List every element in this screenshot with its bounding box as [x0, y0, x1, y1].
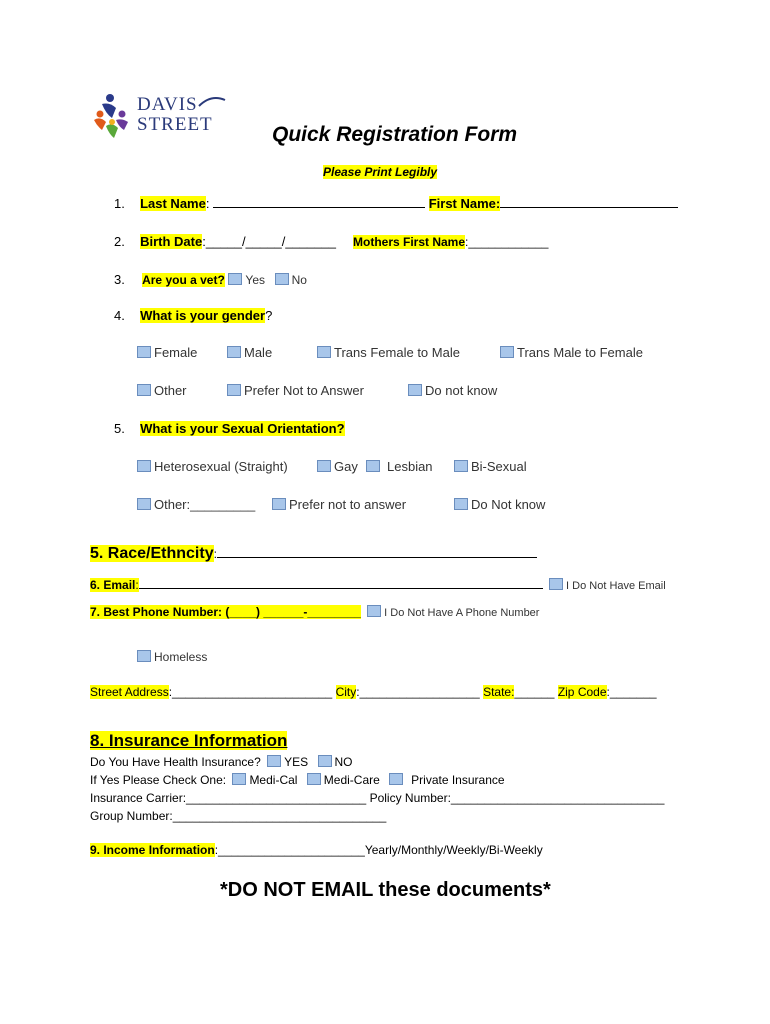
logo-swoosh-icon: [197, 94, 227, 114]
orientation-option-prefer-not[interactable]: [272, 497, 406, 512]
gender-prefer-not-label: Prefer Not to Answer: [244, 383, 364, 398]
first-name-field[interactable]: [500, 196, 678, 208]
gender-option-trans-f-to-m[interactable]: [317, 345, 460, 360]
orientation-option-gay[interactable]: [317, 459, 358, 474]
zip-field[interactable]: :_______: [606, 685, 657, 699]
bisexual-checkbox[interactable]: [454, 460, 468, 472]
insurance-yes-label: YES: [284, 755, 309, 769]
q3-row: [114, 272, 307, 287]
insurance-heading-text: 8. Insurance Information: [90, 731, 288, 750]
insurance-have-question: Do You Have Health Insurance?: [90, 755, 261, 769]
income-row: [90, 843, 543, 857]
vet-no-checkbox[interactable]: [275, 273, 289, 285]
lesbian-checkbox[interactable]: [366, 460, 380, 472]
race-field[interactable]: [217, 546, 537, 558]
insurance-have-row: [90, 755, 353, 769]
orientation-prefer-not-label: Prefer not to answer: [289, 497, 407, 512]
vet-no-label: No: [291, 273, 307, 287]
gender-option-prefer-not[interactable]: [227, 383, 364, 398]
q2-number: 2.: [114, 234, 125, 249]
private-insurance-label: Private Insurance: [411, 773, 505, 787]
orientation-option-lesbian[interactable]: [366, 459, 433, 474]
no-email-label: I Do Not Have Email: [566, 580, 666, 592]
insurance-no-checkbox[interactable]: [318, 755, 332, 767]
gender-qmark: ?: [265, 308, 273, 323]
gender-option-do-not-know[interactable]: [408, 383, 497, 398]
subtitle: [323, 165, 437, 179]
insurance-type-question: If Yes Please Check One:: [90, 773, 227, 787]
mothers-name-field[interactable]: :____________: [465, 235, 549, 249]
orientation-option-bisexual[interactable]: [454, 459, 527, 474]
vet-yes-label: Yes: [245, 273, 265, 287]
gender-option-male[interactable]: [227, 345, 272, 360]
mothers-name-label: Mothers First Name: [353, 235, 466, 249]
vet-yes-checkbox[interactable]: [228, 273, 242, 285]
homeless-option[interactable]: [137, 650, 207, 664]
email-row: [90, 577, 666, 592]
orientation-other-checkbox[interactable]: [137, 498, 151, 510]
state-field[interactable]: ______: [514, 685, 555, 699]
male-label: Male: [244, 345, 273, 360]
trans-m-to-f-label: Trans Male to Female: [517, 345, 643, 360]
birth-date-label: Birth Date: [140, 234, 203, 249]
q4-row: [114, 308, 272, 323]
last-name-label: Last Name: [140, 196, 206, 211]
no-email-checkbox[interactable]: [549, 578, 563, 590]
hetero-label: Heterosexual (Straight): [154, 459, 288, 474]
orientation-question: What is your Sexual Orientation?: [140, 421, 345, 436]
orientation-option-do-not-know[interactable]: [454, 497, 545, 512]
last-name-colon: :: [205, 196, 210, 211]
orientation-option-other[interactable]: [137, 497, 255, 512]
page-title: Quick Registration Form: [272, 123, 518, 146]
orientation-other-label: Other:_________: [154, 497, 256, 512]
email-field[interactable]: [139, 577, 543, 589]
income-field[interactable]: :______________________Yearly/Monthly/Weekly/Bi-Weekly: [214, 843, 543, 857]
gender-option-female[interactable]: [137, 345, 197, 360]
female-checkbox[interactable]: [137, 346, 151, 358]
insurance-yes-checkbox[interactable]: [267, 755, 281, 767]
q5-row: [114, 421, 345, 436]
q5-number: 5.: [114, 421, 125, 436]
private-insurance-checkbox[interactable]: [389, 773, 403, 785]
race-row: [90, 545, 537, 563]
trans-f-to-m-checkbox[interactable]: [317, 346, 331, 358]
homeless-label: Homeless: [154, 650, 208, 664]
orientation-do-not-know-label: Do Not know: [471, 497, 546, 512]
logo: [92, 92, 232, 142]
gender-other-label: Other: [154, 383, 187, 398]
logo-text-davis: DAVIS: [137, 94, 198, 115]
city-field[interactable]: :__________________: [356, 685, 480, 699]
first-name-label: First Name:: [428, 196, 501, 211]
q2-row: [114, 234, 336, 249]
insurance-no-label: NO: [334, 755, 353, 769]
no-phone-checkbox[interactable]: [367, 605, 381, 617]
race-colon: :: [213, 547, 217, 561]
phone-row: [90, 605, 539, 619]
street-address-label: Street Address: [90, 685, 169, 699]
vet-question: Are you a vet?: [142, 273, 225, 287]
medical-checkbox[interactable]: [232, 773, 246, 785]
no-phone-label: I Do Not Have A Phone Number: [384, 607, 540, 619]
orientation-do-not-know-checkbox[interactable]: [454, 498, 468, 510]
footer-warning: *DO NOT EMAIL these documents*: [220, 879, 551, 901]
gender-other-checkbox[interactable]: [137, 384, 151, 396]
q4-number: 4.: [114, 308, 125, 323]
street-address-field[interactable]: :________________________: [168, 685, 333, 699]
q1-row: [114, 196, 678, 211]
state-label: State:: [483, 685, 515, 699]
lesbian-label: Lesbian: [387, 459, 433, 474]
phone-label[interactable]: 7. Best Phone Number: (____) ______-________: [90, 605, 361, 619]
trans-f-to-m-label: Trans Female to Male: [334, 345, 460, 360]
group-number-row[interactable]: Group Number:________________________________: [90, 809, 387, 823]
insurance-carrier-row[interactable]: Insurance Carrier:___________________________ Policy Number:________________________________: [90, 791, 665, 805]
q3-number: 3.: [114, 272, 125, 287]
orientation-option-hetero[interactable]: [137, 459, 288, 474]
mothers-name-row: [353, 235, 548, 249]
male-checkbox[interactable]: [227, 346, 241, 358]
gay-label: Gay: [334, 459, 358, 474]
gender-option-other[interactable]: [137, 383, 187, 398]
medicare-label: Medi-Care: [323, 773, 380, 787]
last-name-field[interactable]: [213, 196, 425, 208]
birth-date-field[interactable]: :_____/_____/_______: [202, 234, 336, 249]
zip-label: Zip Code: [557, 685, 607, 699]
city-label: City: [335, 685, 357, 699]
orientation-prefer-not-checkbox[interactable]: [272, 498, 286, 510]
homeless-checkbox[interactable]: [137, 650, 151, 662]
logo-text-street: STREET: [137, 114, 213, 135]
income-label: 9. Income Information: [90, 843, 215, 857]
gay-checkbox[interactable]: [317, 460, 331, 472]
insurance-heading: [90, 731, 287, 751]
gender-question: What is your gender: [140, 308, 266, 323]
female-label: Female: [154, 345, 198, 360]
gender-do-not-know-label: Do not know: [425, 383, 498, 398]
insurance-type-row: [90, 773, 505, 787]
logo-figures-icon: [92, 92, 132, 142]
q1-number: 1.: [114, 196, 125, 211]
address-row: [90, 685, 657, 699]
medical-label: Medi-Cal: [249, 773, 298, 787]
email-label: 6. Email: [90, 578, 136, 592]
medicare-checkbox[interactable]: [307, 773, 321, 785]
hetero-checkbox[interactable]: [137, 460, 151, 472]
race-label: 5. Race/Ethncity: [90, 545, 214, 562]
subtitle-text: Please Print Legibly: [323, 165, 438, 179]
gender-option-trans-m-to-f[interactable]: [500, 345, 643, 360]
trans-m-to-f-checkbox[interactable]: [500, 346, 514, 358]
gender-prefer-not-checkbox[interactable]: [227, 384, 241, 396]
gender-do-not-know-checkbox[interactable]: [408, 384, 422, 396]
email-colon: :: [135, 578, 139, 592]
bisexual-label: Bi-Sexual: [471, 459, 527, 474]
